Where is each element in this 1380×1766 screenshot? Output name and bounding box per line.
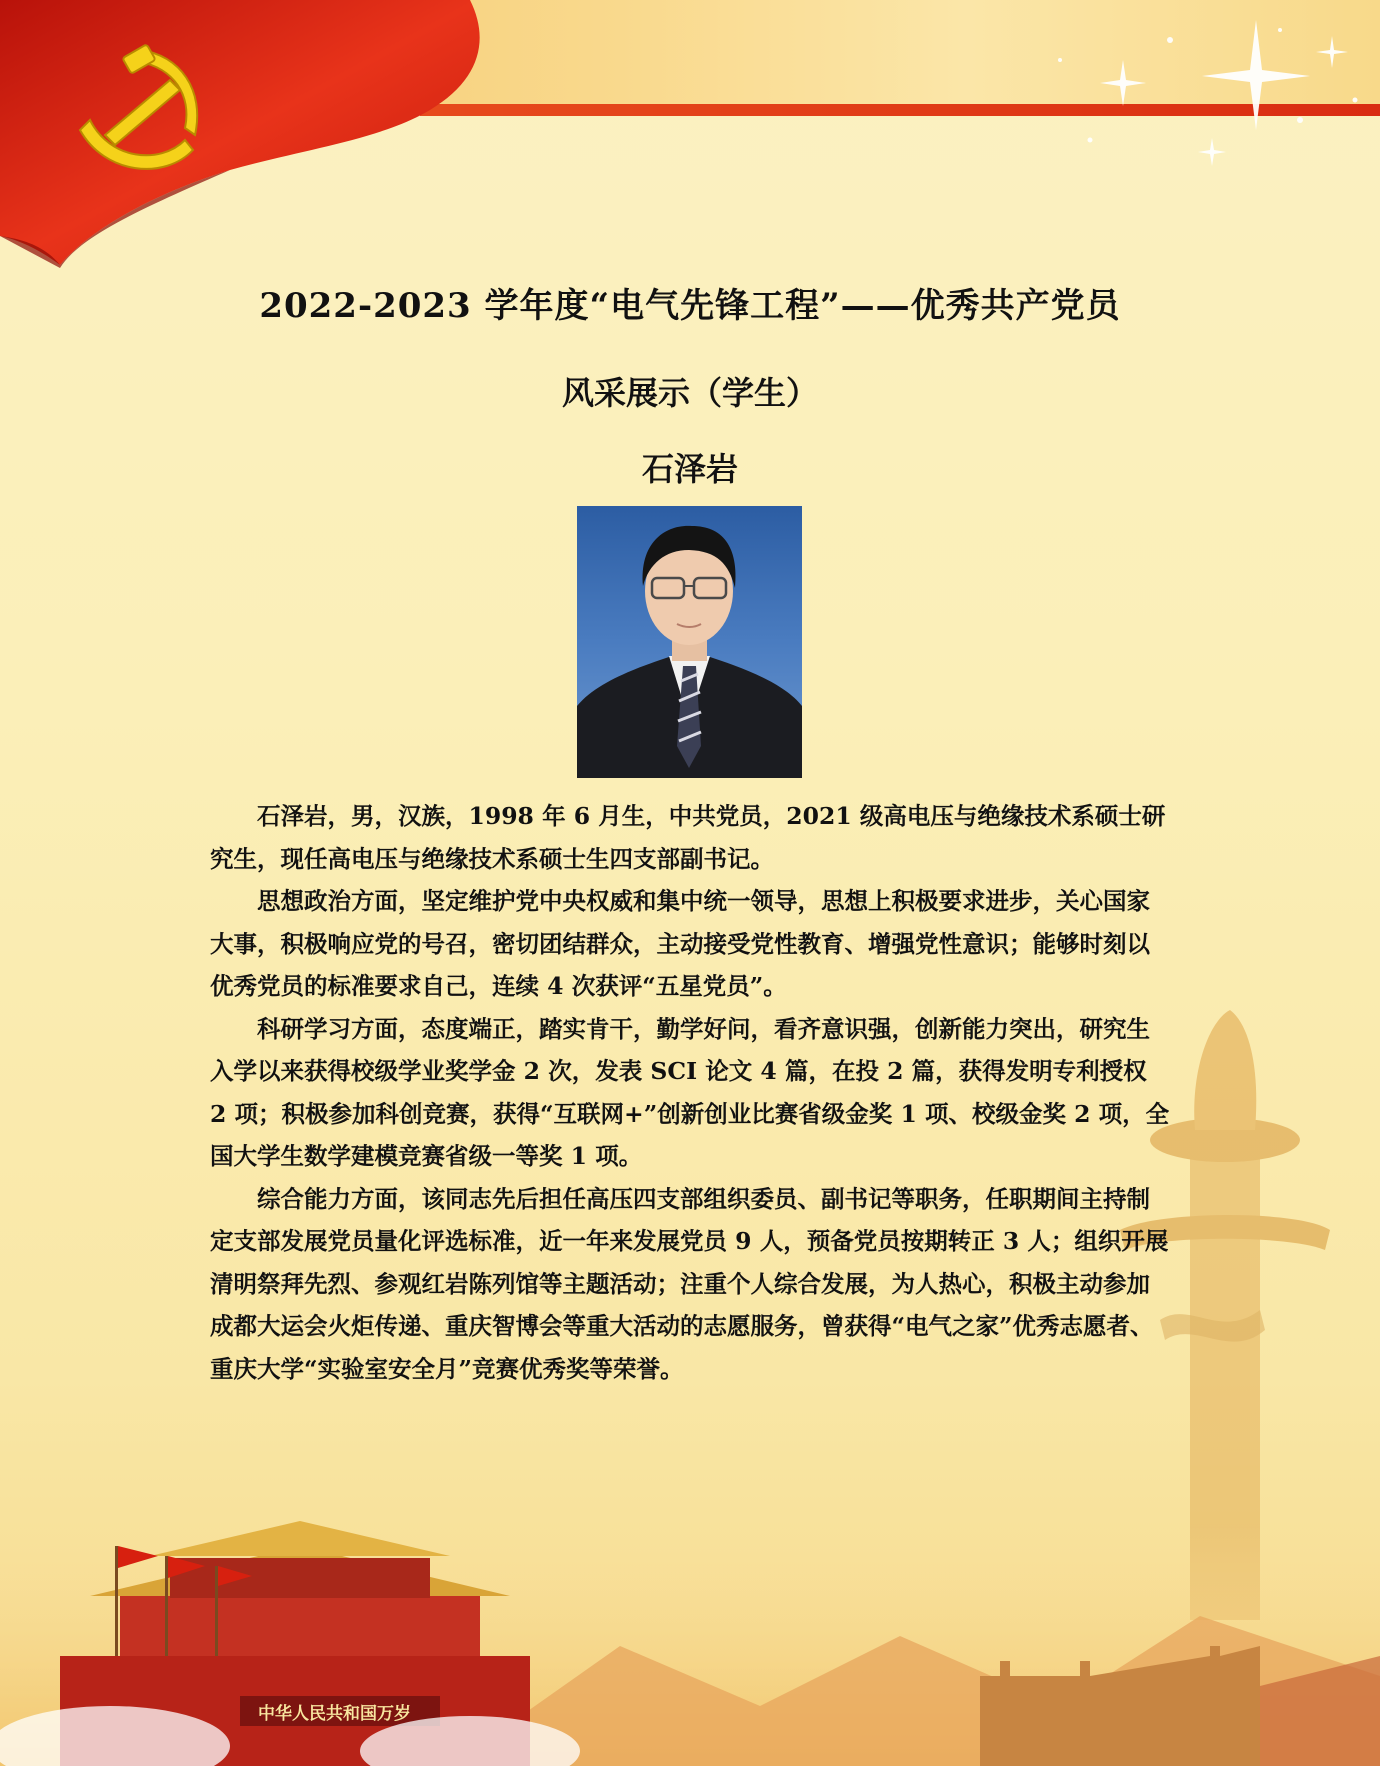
bio-paragraph-political: 思想政治方面，坚定维护党中央权威和集中统一领导，思想上积极要求进步，关心国家大事，积极响应党的号召，密切团结群众，主动接受党性教育、增强党性意识；能够时刻以优秀党员的标准要求自己，连续 4 次获评“五星党员”。 bbox=[210, 887, 1150, 1000]
person-name: 石泽岩 bbox=[641, 450, 738, 488]
party-flag bbox=[0, 0, 520, 270]
bio-paragraph-ability: 综合能力方面，该同志先后担任高压四支部组织委员、副书记等职务，任职期间主持制定支部发展党员量化评选标准，近一年来发展党员 9 人，预备党员按期转正 3 人；组织开展清明祭拜先烈、参观红岩陈列馆等主题活动；注重个人综合发展，为人热心，积极主动参加成都大运会火炬传递、重庆智博会等重大活动的志愿服务，曾获得“电气之家”优秀志愿者、重庆大学“实验室安全月”竞赛优秀奖等荣誉。 bbox=[210, 1184, 1169, 1383]
page-title: 2022-2023 学年度“电气先锋工程”——优秀共产党员 bbox=[259, 286, 1121, 326]
bottom-landmark-scene bbox=[0, 1446, 1380, 1766]
biography bbox=[210, 795, 1170, 1390]
gate-sign-text: 中华人民共和国万岁 bbox=[258, 1704, 411, 1724]
portrait-photo bbox=[577, 506, 802, 778]
bio-paragraph-research: 科研学习方面，态度端正，踏实肯干，勤学好问，看齐意识强，创新能力突出，研究生入学以来获得校级学业奖学金 2 次，发表 SCI 论文 4 篇，在投 2 篇，获得发明专利授权 2 项；积极参加科创竞赛，获得“互联网+”创新创业比赛省级金奖 1 项、校级金奖 2 项，全国大学生数学建模竞赛省级一等奖 1 项。 bbox=[210, 1014, 1170, 1170]
bio-paragraph-intro: 石泽岩，男，汉族，1998 年 6 月生，中共党员，2021 级高电压与绝缘技术系硕士研究生，现任高电压与绝缘技术系硕士生四支部副书记。 bbox=[210, 802, 1166, 873]
sparkle-decoration bbox=[1000, 0, 1380, 190]
page-subtitle: 风采展示（学生） bbox=[561, 374, 818, 412]
